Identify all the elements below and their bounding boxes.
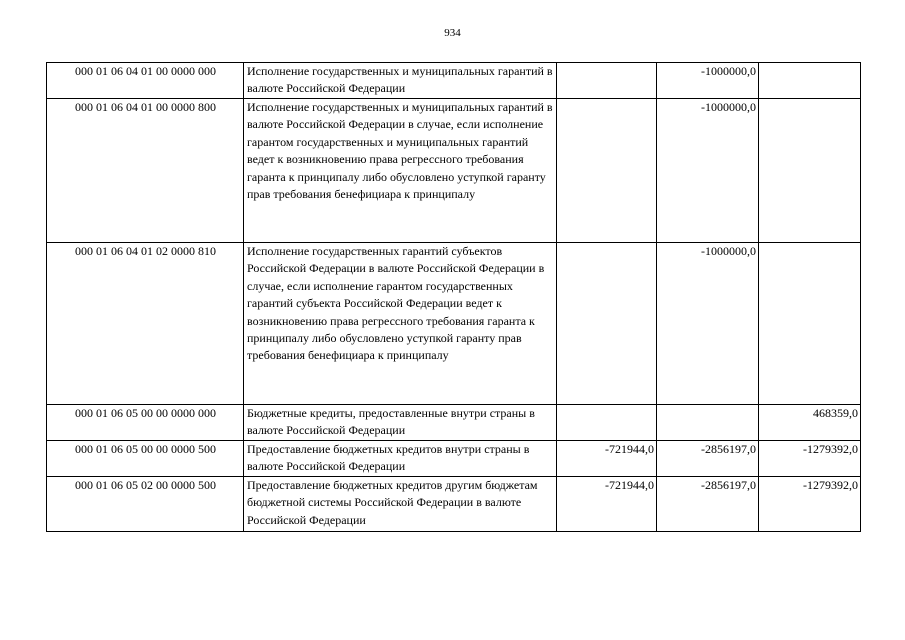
amount-cell-col1 bbox=[557, 405, 657, 441]
item-name-cell: Исполнение государственных и муниципальных гарантий в валюте Российской Федерации bbox=[244, 63, 557, 99]
amount-cell-col3: -1279392,0 bbox=[759, 441, 861, 477]
amount-cell-col3: -1279392,0 bbox=[759, 477, 861, 532]
table-row bbox=[47, 477, 861, 532]
budget-code-cell: 000 01 06 04 01 02 0000 810 bbox=[47, 243, 244, 405]
amount-cell-col3 bbox=[759, 243, 861, 405]
amount-cell-col1 bbox=[557, 243, 657, 405]
amount-cell-col1 bbox=[557, 99, 657, 243]
item-name-cell: Исполнение государственных и муниципальных гарантий в валюте Российской Федерации в случае, если исполнение гарантом государственных и муниципальных гарантий ведет к возникновению права регрессного требования гаранта к принципалу либо обусловлено уступкой гаранту прав требования бенефициара к принципалу bbox=[244, 99, 557, 243]
table-row bbox=[47, 405, 861, 441]
table-row bbox=[47, 63, 861, 99]
budget-code-cell: 000 01 06 04 01 00 0000 800 bbox=[47, 99, 244, 243]
amount-cell-col3: 468359,0 bbox=[759, 405, 861, 441]
amount-cell-col2: -2856197,0 bbox=[657, 441, 759, 477]
budget-code-cell: 000 01 06 05 00 00 0000 000 bbox=[47, 405, 244, 441]
amount-cell-col3 bbox=[759, 63, 861, 99]
item-name-cell: Предоставление бюджетных кредитов внутри страны в валюте Российской Федерации bbox=[244, 441, 557, 477]
table-row bbox=[47, 441, 861, 477]
page-number: 934 bbox=[444, 27, 461, 39]
amount-cell-col3 bbox=[759, 99, 861, 243]
amount-cell-col1 bbox=[557, 63, 657, 99]
amount-cell-col1: -721944,0 bbox=[557, 441, 657, 477]
budget-code-cell: 000 01 06 04 01 00 0000 000 bbox=[47, 63, 244, 99]
amount-cell-col2: -1000000,0 bbox=[657, 99, 759, 243]
budget-code-cell: 000 01 06 05 02 00 0000 500 bbox=[47, 477, 244, 532]
amount-cell-col2: -1000000,0 bbox=[657, 243, 759, 405]
budget-code-cell: 000 01 06 05 00 00 0000 500 bbox=[47, 441, 244, 477]
amount-cell-col2: -1000000,0 bbox=[657, 63, 759, 99]
item-name-cell: Предоставление бюджетных кредитов другим бюджетам бюджетной системы Российской Федерации в валюте Российской Федерации bbox=[244, 477, 557, 532]
table-row bbox=[47, 243, 861, 405]
budget-sources-table bbox=[46, 62, 861, 532]
item-name-cell: Исполнение государственных гарантий субъектов Российской Федерации в валюте Российской Федерации в случае, если исполнение гарантом государственных гарантий субъекта Российской Федерации ведет к возникновению права регрессного требования гаранта к принципалу либо обусловлено уступкой гаранту прав требования бенефициара к принципалу bbox=[244, 243, 557, 405]
amount-cell-col2 bbox=[657, 405, 759, 441]
amount-cell-col1: -721944,0 bbox=[557, 477, 657, 532]
item-name-cell: Бюджетные кредиты, предоставленные внутри страны в валюте Российской Федерации bbox=[244, 405, 557, 441]
table-row bbox=[47, 99, 861, 243]
amount-cell-col2: -2856197,0 bbox=[657, 477, 759, 532]
